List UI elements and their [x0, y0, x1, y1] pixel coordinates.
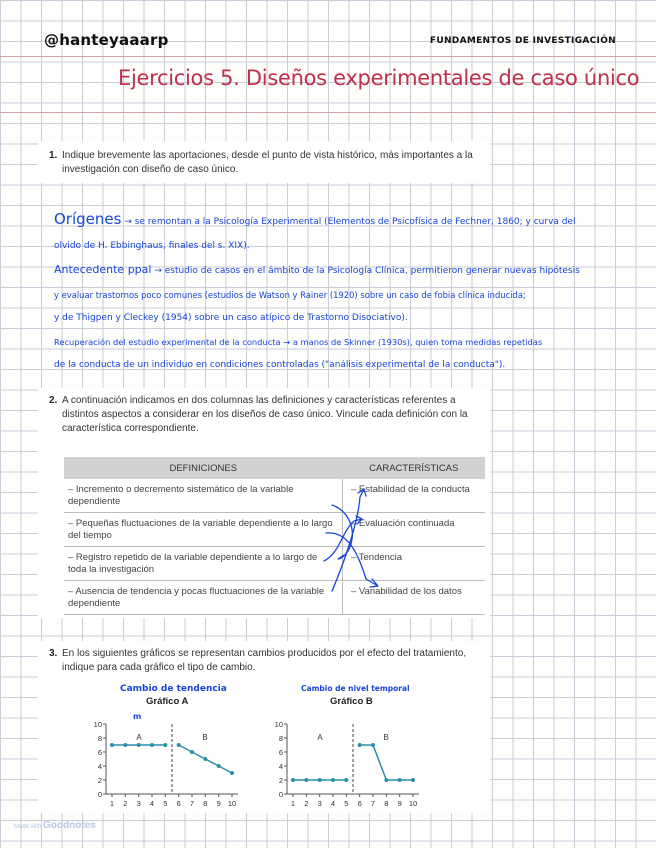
x-tick-label: 1: [109, 799, 115, 808]
data-point: [163, 743, 167, 747]
y-tick-label: 2: [278, 776, 283, 785]
author-handle: @hanteyaaarp: [44, 31, 169, 49]
definition-cell: – Pequeñas fluctuaciones de la variable dependiente a lo largo del tiempo: [64, 513, 343, 547]
question-2-card: [38, 388, 490, 618]
data-point: [203, 757, 207, 761]
table-row: [64, 547, 485, 581]
x-tick-label: 9: [216, 799, 221, 808]
data-point: [371, 743, 375, 747]
answer-line: y de Thigpen y Cleckey (1954) sobre un caso atípico de Trastorno Disociativo).: [54, 313, 408, 323]
subject-label: FUNDAMENTOS DE INVESTIGACIÓN: [429, 36, 616, 46]
data-point: [123, 743, 127, 747]
question-3-text: En los siguientes gráficos se representan cambios producidos por el efecto del tratamiento, indique para cada gráfico el tipo de cambio.: [62, 648, 467, 673]
goodnotes-watermark: [14, 820, 96, 831]
phase-label-b: B: [383, 733, 389, 742]
table-row: [64, 581, 485, 615]
data-point: [291, 778, 295, 782]
x-tick-label: 7: [189, 799, 195, 808]
question-2-text: A continuación indicamos en dos columnas las definiciones y características referentes a distintos aspectos a considerar en los diseños de caso único. Vincule cada definición con la característica correspondiente.: [62, 395, 468, 434]
data-point: [190, 750, 194, 754]
x-tick-label: 1: [290, 799, 296, 808]
chart-graph-b: [271, 717, 431, 811]
answer-line: Recuperación del estudio experimental de la conducta → a manos de Skinner (1930s), quien toma medidas repetidas: [54, 336, 543, 347]
x-tick-label: 10: [227, 799, 237, 808]
x-tick-label: 10: [408, 799, 418, 808]
y-tick-label: 4: [97, 762, 102, 771]
phase-label-a: A: [317, 733, 323, 742]
table-header-row: [64, 457, 485, 479]
answer-heading-origins: Orígenes: [54, 210, 122, 228]
page-title: Ejercicios 5. Diseños experimentales de caso único: [118, 66, 640, 90]
table-row: [64, 513, 485, 547]
series-line-b: [360, 745, 413, 780]
annotation-mark: m: [133, 712, 142, 721]
data-point: [177, 743, 181, 747]
data-point: [384, 778, 388, 782]
definitions-table: [64, 457, 485, 615]
y-tick-label: 8: [97, 734, 102, 743]
phase-label-a: A: [136, 733, 142, 742]
y-tick-label: 8: [278, 734, 283, 743]
x-tick-label: 9: [397, 799, 402, 808]
answer-line: de la conducta de un individuo en condiciones controladas ("análisis experimental de la conducta").: [54, 360, 506, 370]
margin-line-title: [0, 112, 656, 113]
answer-text: → se remontan a la Psicología Experimental (Elementos de Psicofísica de Fechner, 1860; y curva del: [121, 217, 576, 227]
answer-text: → estudio de casos en el ámbito de la Psicología Clínica, permitieron generar nuevas hipótesis: [151, 266, 580, 276]
characteristic-cell: – Variabilidad de los datos: [343, 581, 486, 615]
answer-line: [54, 258, 629, 284]
definition-cell: – Registro repetido de la variable dependiente a lo largo de toda la investigación: [64, 547, 343, 581]
data-point: [150, 743, 154, 747]
answer-line: y evaluar trastornos poco comunes (estudios de Watson y Rainer (1920) sobre un caso de fobia clínica inducida;: [54, 289, 526, 300]
phase-label-b: B: [202, 733, 208, 742]
question-3-number: 3.: [49, 648, 58, 659]
x-tick-label: 4: [149, 799, 155, 808]
question-1-number: 1.: [49, 150, 58, 161]
x-tick-label: 6: [176, 799, 181, 808]
question-1-card: [38, 141, 490, 183]
question-3-card: [38, 641, 490, 813]
watermark-brand: Goodnotes: [43, 820, 96, 831]
x-tick-label: 6: [357, 799, 362, 808]
characteristic-cell: – Tendencia: [343, 547, 486, 581]
x-tick-label: 3: [317, 799, 322, 808]
matching-arrows: [318, 483, 398, 613]
x-tick-label: 7: [370, 799, 376, 808]
x-tick-label: 8: [384, 799, 389, 808]
watermark-prefix: Made with: [14, 824, 42, 830]
answer-line: olvido de H. Ebbinghaus, finales del s. XIX).: [54, 240, 250, 251]
y-tick-label: 10: [274, 720, 283, 729]
data-point: [230, 771, 234, 775]
definition-cell: – Ausencia de tendencia y pocas fluctuaciones de la variable dependiente: [64, 581, 343, 615]
y-tick-label: 0: [97, 790, 102, 799]
y-tick-label: 4: [278, 762, 283, 771]
x-tick-label: 5: [163, 799, 168, 808]
column-header-characteristics: CARACTERÍSTICAS: [343, 457, 486, 479]
answer-1-handwriting: [54, 208, 629, 378]
margin-line-top: [0, 56, 656, 57]
data-point: [217, 764, 221, 768]
x-tick-label: 2: [123, 799, 128, 808]
x-tick-label: 2: [304, 799, 309, 808]
y-tick-label: 2: [97, 776, 102, 785]
y-tick-label: 6: [97, 748, 102, 757]
answer-line: [54, 208, 629, 235]
answer-heading-antecedent: Antecedente ppal: [54, 263, 152, 276]
column-header-definitions: DEFINICIONES: [64, 457, 343, 479]
data-point: [398, 778, 402, 782]
table-row: [64, 479, 485, 513]
characteristic-cell: – Estabilidad de la conducta: [343, 479, 486, 513]
definition-cell: – Incremento o decremento sistemático de la variable dependiente: [64, 479, 343, 513]
x-tick-label: 5: [344, 799, 349, 808]
data-point: [304, 778, 308, 782]
data-point: [411, 778, 415, 782]
data-point: [331, 778, 335, 782]
y-tick-label: 10: [93, 720, 102, 729]
data-point: [358, 743, 362, 747]
graph-b-title: Gráfico B: [330, 696, 373, 707]
data-point: [344, 778, 348, 782]
y-tick-label: 0: [278, 790, 283, 799]
y-tick-label: 6: [278, 748, 283, 757]
question-2-number: 2.: [49, 395, 58, 406]
annotation-graph-b: Cambio de nivel temporal: [301, 684, 410, 693]
question-1-text: Indique brevemente las aportaciones, desde el punto de vista histórico, más importantes a la investigación con diseño de caso único.: [62, 150, 473, 175]
x-tick-label: 4: [330, 799, 336, 808]
data-point: [137, 743, 141, 747]
arrow-stability: [332, 489, 366, 591]
x-tick-label: 3: [136, 799, 141, 808]
graph-a-title: Gráfico A: [146, 696, 189, 707]
data-point: [318, 778, 322, 782]
annotation-graph-a: Cambio de tendencia: [120, 684, 227, 694]
x-tick-label: 8: [203, 799, 208, 808]
data-point: [110, 743, 114, 747]
characteristic-cell: – Evaluación continuada: [343, 513, 486, 547]
chart-graph-a: [90, 717, 250, 811]
